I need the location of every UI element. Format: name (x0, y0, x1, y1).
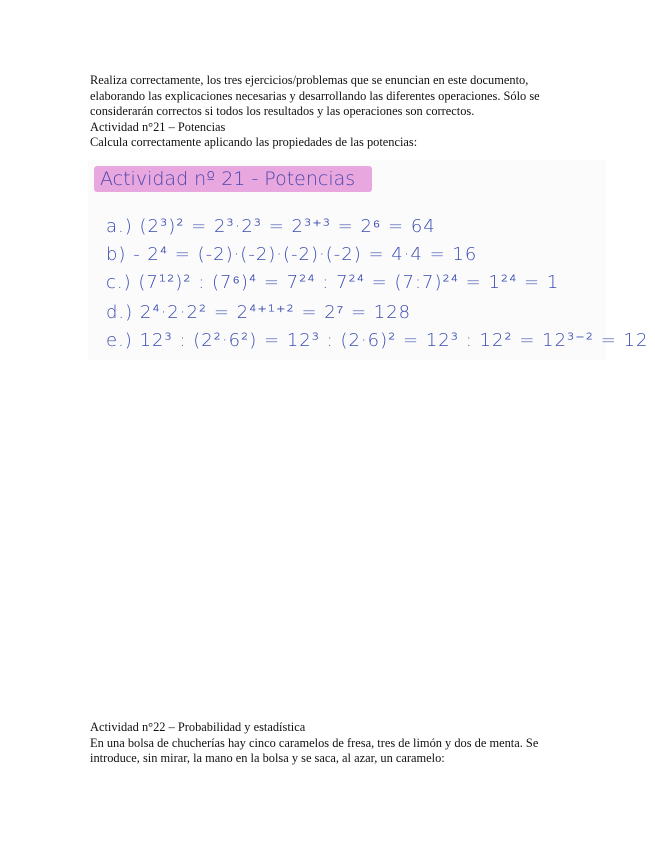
handwritten-answers-image (88, 160, 649, 360)
activity21-heading: Actividad n°21 – Potencias (90, 119, 226, 134)
activity22-section (90, 720, 566, 767)
activity22-heading: Actividad n°22 – Probabilidad y estadística (90, 720, 306, 734)
answer-d: d.) 2⁴·2·2² = 2⁴⁺¹⁺² = 2⁷ = 128 (106, 302, 412, 323)
intro-line: considerarán correctos si todos los resultados y las operaciones son correctos. (90, 104, 475, 119)
intro-line: Realiza correctamente, los tres ejercicios/problemas que se enuncian en este documento, (90, 73, 529, 87)
activity22-line: En una bolsa de chucherías hay cinco caramelos de fresa, tres de limón y dos de menta. Se (90, 735, 539, 750)
answer-b: b) - 2⁴ = (-2)·(-2)·(-2)·(-2) = 4·4 = 16 (106, 244, 478, 265)
answer-c: c.) (7¹²)² : (7⁶)⁴ = 7²⁴ : 7²⁴ = (7:7)²⁴ = 1²⁴ = 1 (106, 272, 560, 293)
answer-e: e.) 12³ : (2²·6²) = 12³ : (2·6)² = 12³ : 12² = 12³⁻² = 12 (106, 330, 649, 351)
intro-paragraph (90, 73, 566, 151)
handwritten-title: Actividad nº 21 - Potencias (100, 168, 356, 190)
intro-line: elaborando las explicaciones necesarias y desarrollando las diferentes operaciones. Sólo se (90, 88, 540, 103)
activity22-line: introduce, sin mirar, la mano en la bolsa y se saca, al azar, un caramelo: (90, 751, 445, 766)
activity21-instruction: Calcula correctamente aplicando las propiedades de las potencias: (90, 135, 418, 150)
answer-a: a.) (2³)² = 2³·2³ = 2³⁺³ = 2⁶ = 64 (106, 216, 436, 237)
